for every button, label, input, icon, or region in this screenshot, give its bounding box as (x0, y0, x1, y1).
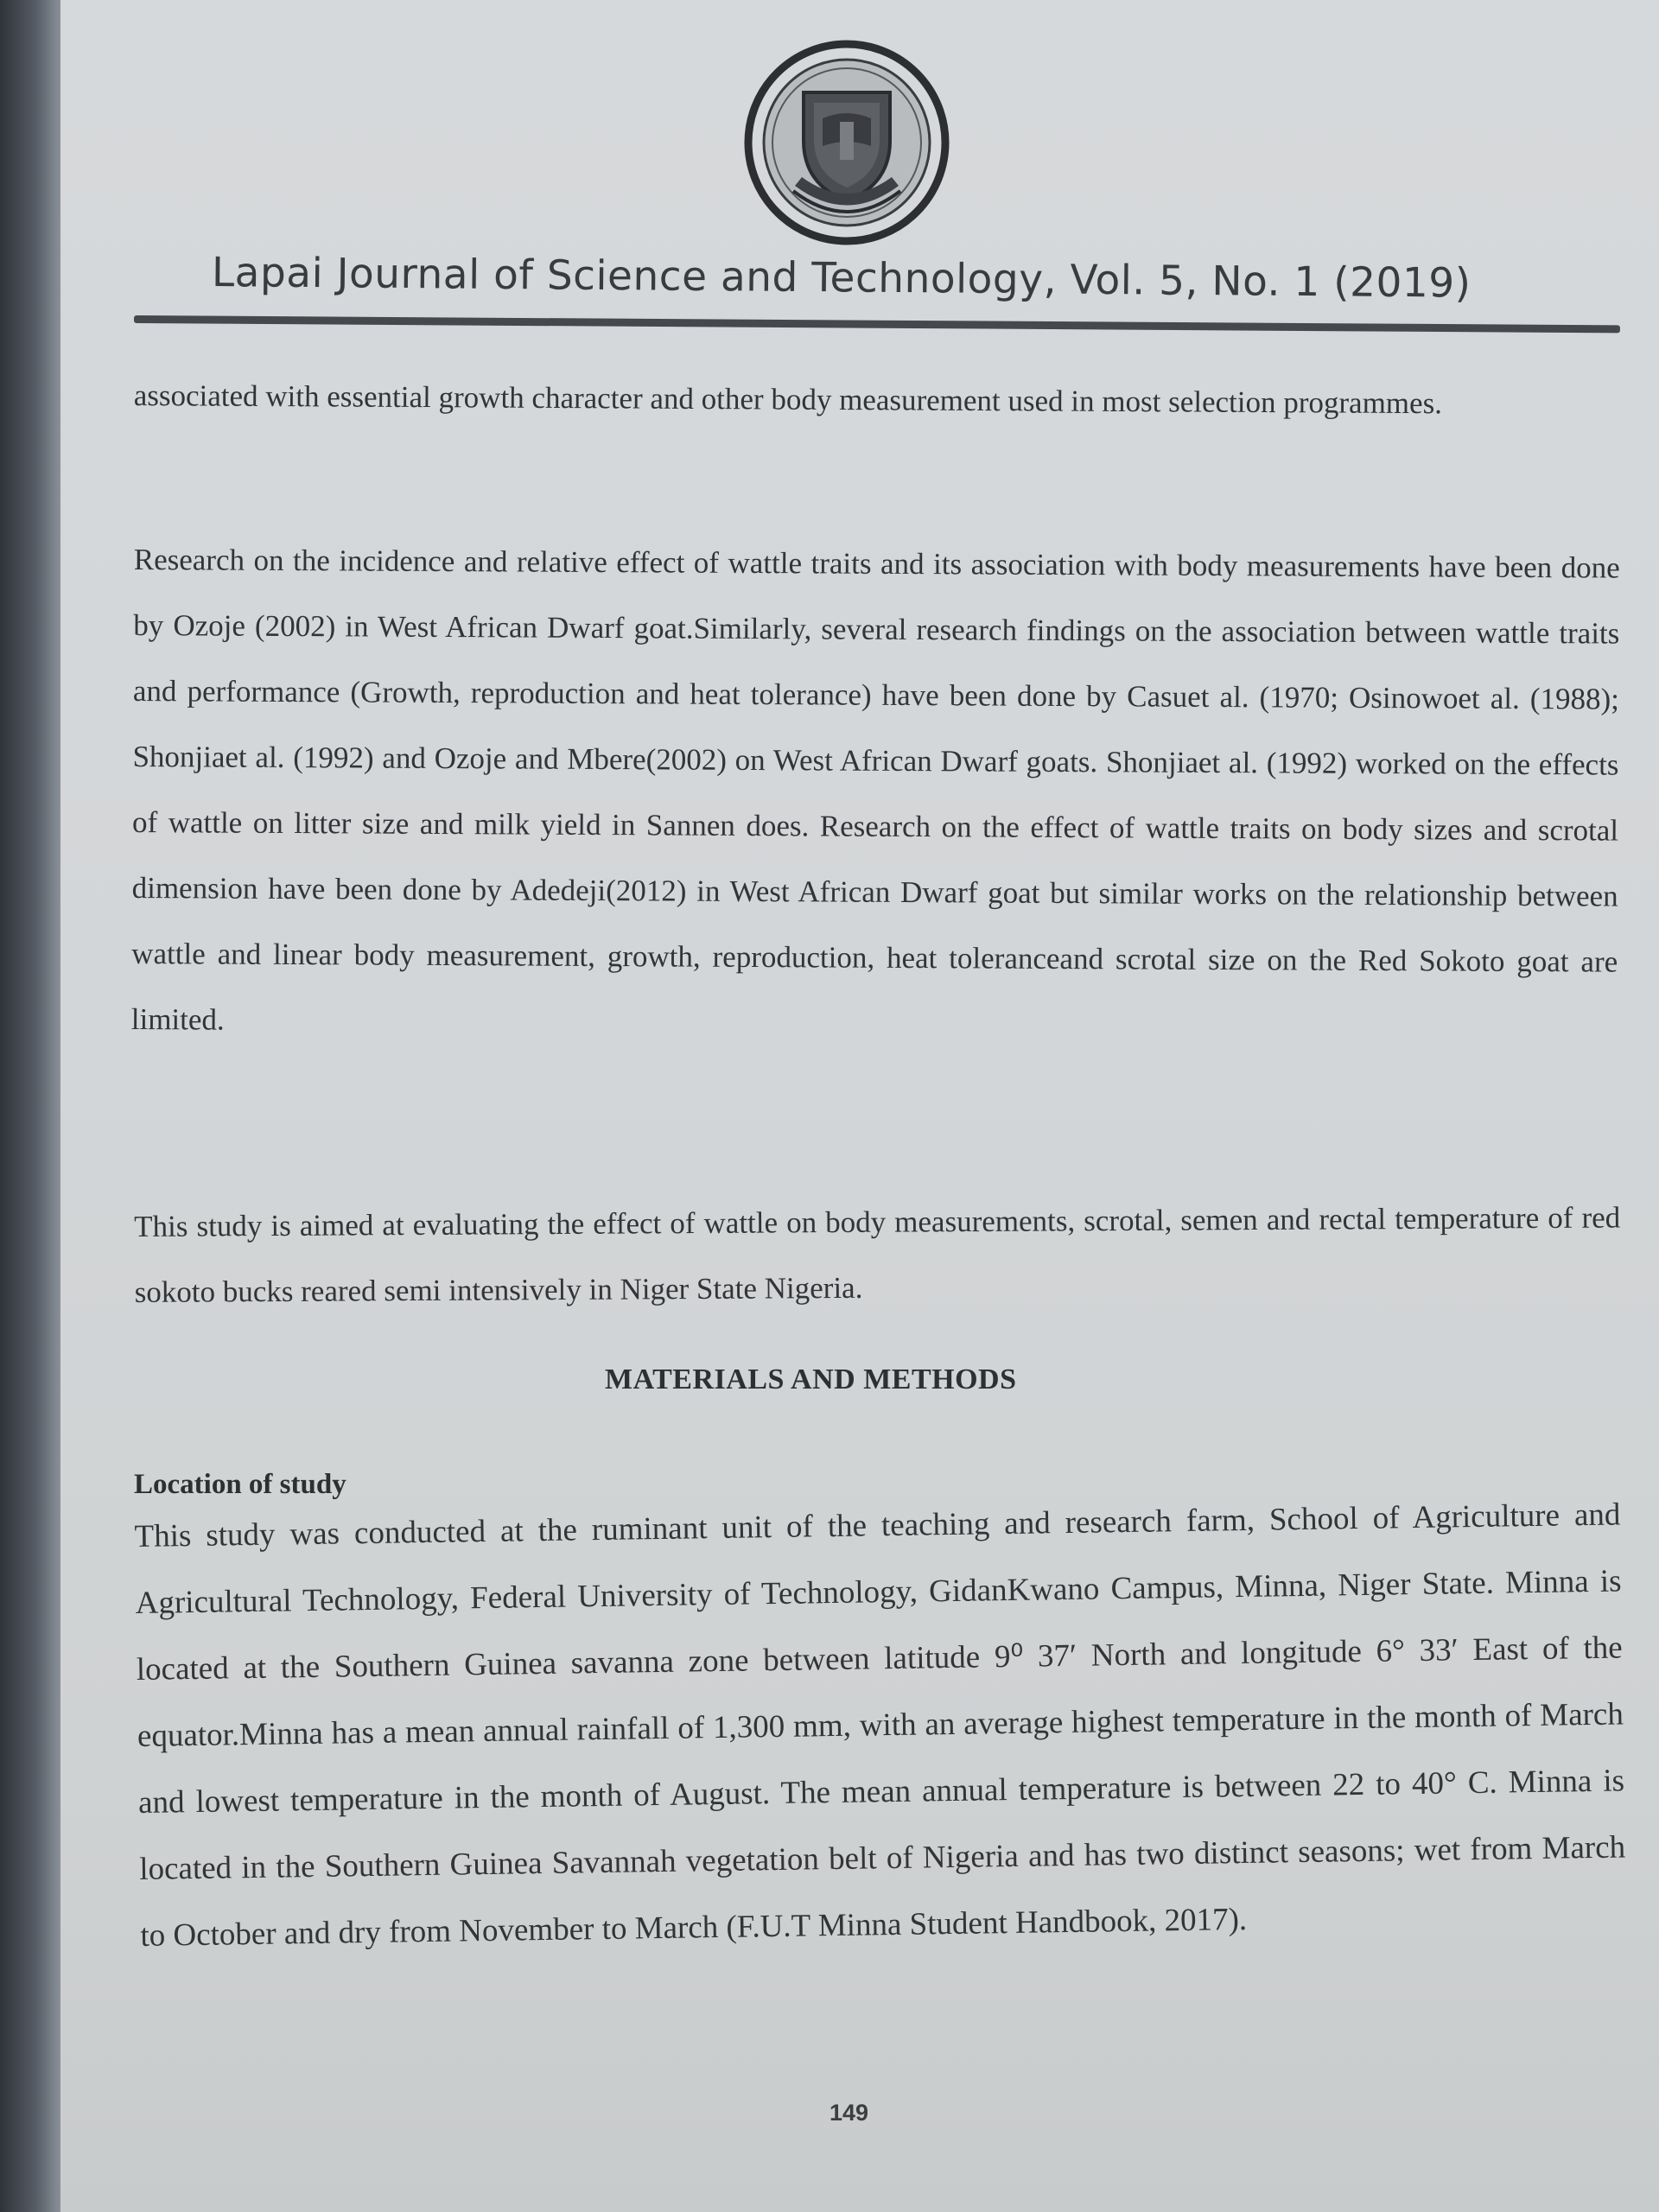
subheading-location-of-study: Location of study (134, 1469, 346, 1500)
paragraph-location-of-study: This study was conducted at the ruminant unit of the teaching and research farm, School of Agriculture and Agricultural Technology, Federal University of Technology, GidanKwano Campus, Minna, Niger State. Minna is located at the Southern Guinea savanna zone between latitude 9⁰ 37′ North and longitude 6° 33′ East of the equator.Minna has a mean annual rainfall of 1,300 mm, with an average highest temperature in the month of March and lowest temperature in the month of August. The mean annual temperature is between 22 to 40° C. Minna is located in the Southern Guinea Savannah vegetation belt of Nigeria and has two distinct seasons; wet from March to October and dry from November to March (F.U.T Minna Student Handbook, 2017). (134, 1497, 1626, 1954)
section-heading-materials-methods: MATERIALS AND METHODS (605, 1363, 1017, 1395)
journal-seal-logo (743, 39, 950, 246)
paragraph-intro-continuation: associated with essential growth character and other body measurement used in most selection programmes. (133, 378, 1443, 421)
paragraph-wattle-research: Research on the incidence and relative effect of wattle traits and its association with body measurements have been done by Ozoje (2002) in West African Dwarf goat.Similarly, several research findings on the association between wattle traits and performance (Growth, reproduction and heat tolerance) have been done by Casuet al. (1970; Osinowoet al. (1988); Shonjiaet al. (1992) and Ozoje and Mbere(2002) on West African Dwarf goats. Shonjiaet al. (1992) worked on the effects of wattle on litter size and milk yield in Sannen does. Research on the effect of wattle traits on body sizes and scrotal dimension have been done by Adedeji(2012) in West African Dwarf goat but similar works on the relationship between wattle and linear body measurement, growth, reproduction, heat toleranceand scrotal size on the Red Sokoto goat are limited. (130, 542, 1620, 1037)
paragraph-study-aim: This study is aimed at evaluating the effect of wattle on body measurements, scrotal, semen and rectal temperature of red sokoto bucks reared semi intensively in Niger State Nigeria. (134, 1200, 1621, 1309)
page-number: 149 (830, 2100, 869, 2126)
journal-running-header: Lapai Journal of Science and Technology, Vol. 5, No. 1 (2019) (211, 249, 1471, 308)
book-spine (0, 0, 60, 2212)
header-rule (134, 315, 1620, 333)
journal-page (60, 0, 1659, 2212)
